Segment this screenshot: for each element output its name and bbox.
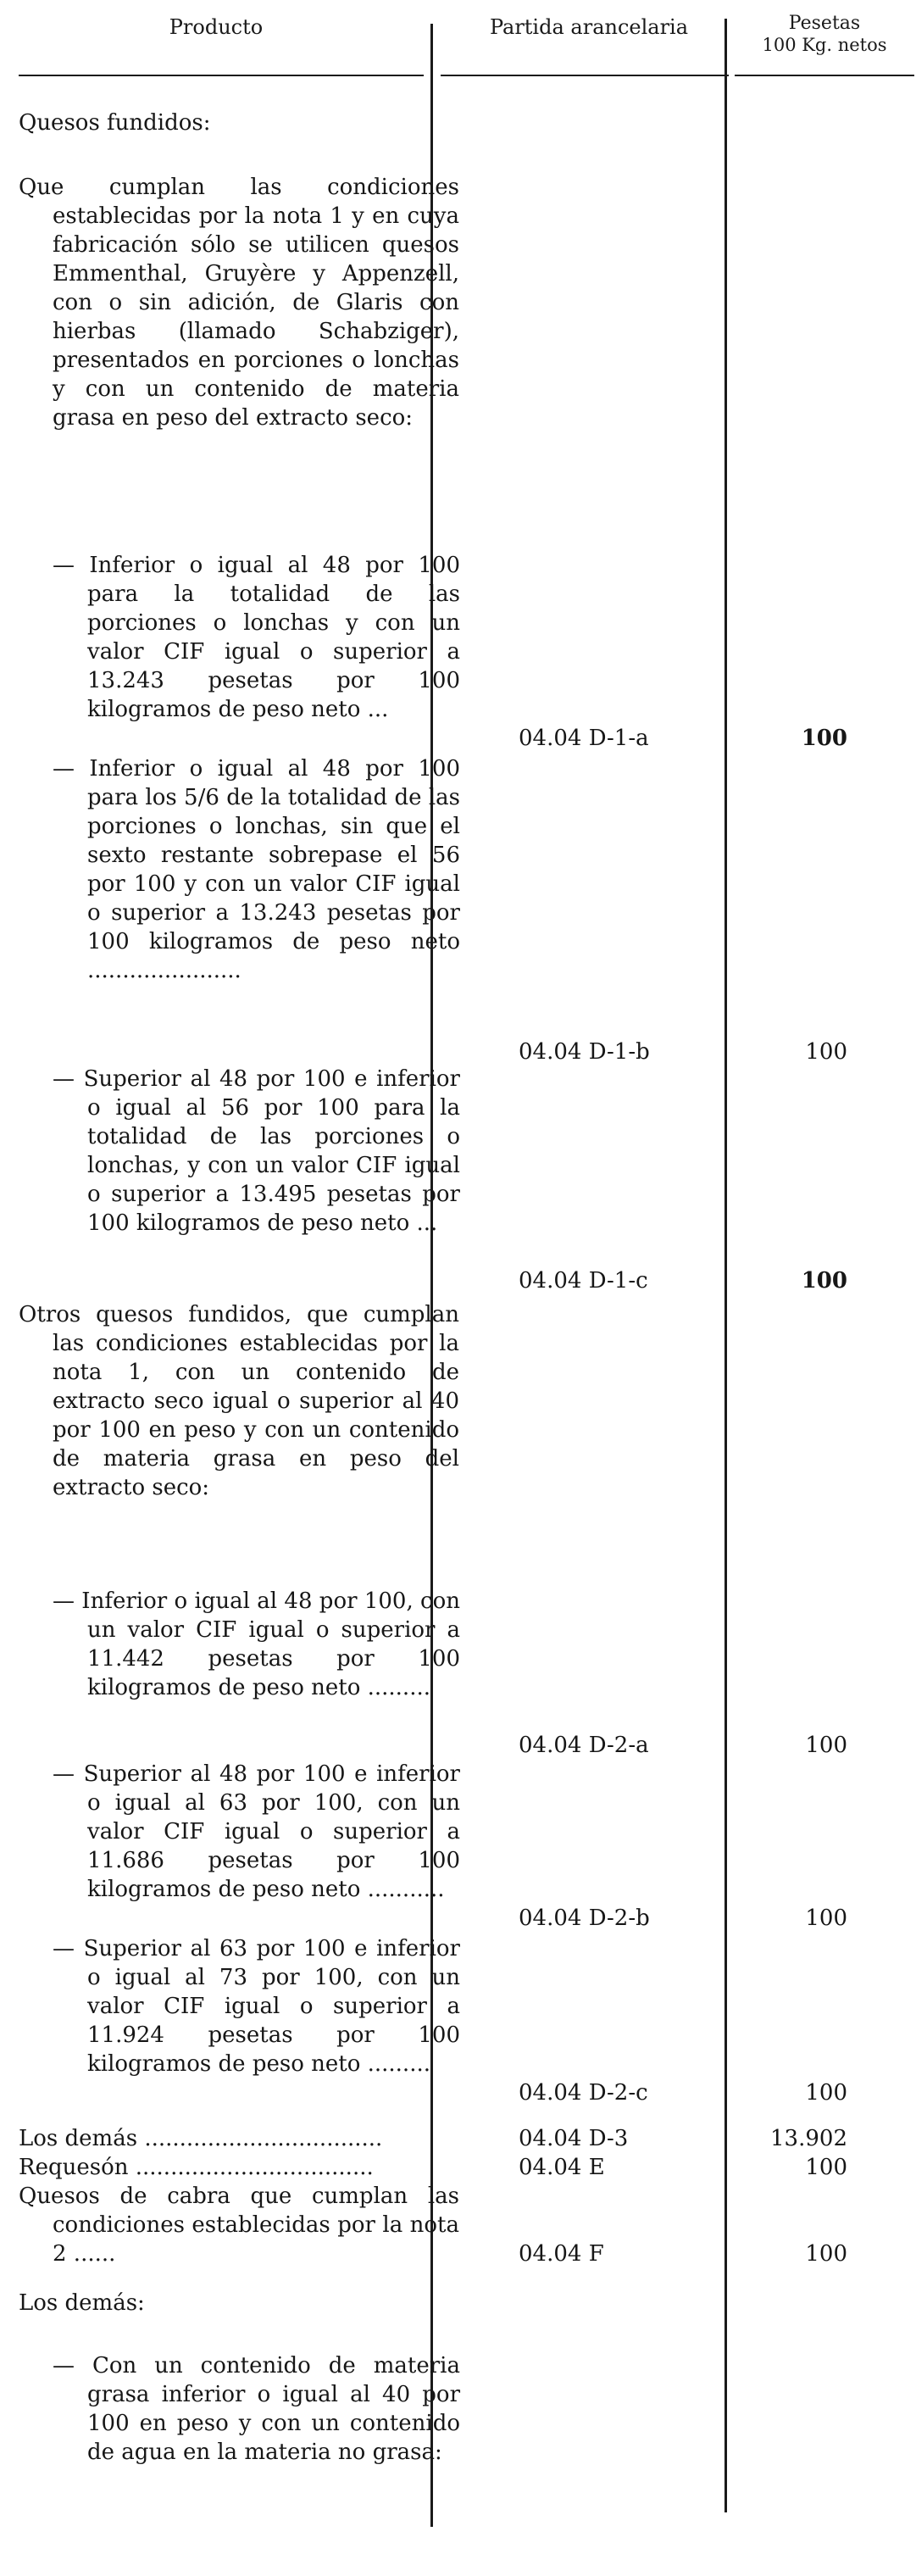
header-partida: Partida arancelaria <box>489 15 689 39</box>
partida-value: 04.04 F <box>519 2241 604 2267</box>
product-text: Que cumplan las condiciones establecidas por la nota 1 y en cuya fabricación sólo se utilicen quesos Emmenthal, Gruyère y Appenzell, con o sin adición, de Glaris con hierbas (llamado Schabziger), presentados en porciones o lonchas y con un contenido de materia grasa en peso del extracto seco: <box>19 175 459 431</box>
header-product: Producto <box>169 15 264 39</box>
header-rule-partida <box>441 75 729 76</box>
product-text: Los demás .................................. <box>19 2126 383 2151</box>
product-text: — Con un contenido de materia grasa inferior o igual al 40 por 100 en peso y con un contenido de agua en la materia no grasa: <box>53 2353 460 2465</box>
pesetas-value: 100 <box>805 2080 847 2106</box>
product-text: Quesos de cabra que cumplan las condiciones establecidas por la nota 2 ...... <box>19 2184 459 2267</box>
header-pesetas-line1: Pesetas <box>788 13 861 34</box>
partida-value: 04.04 D-1-a <box>519 726 649 751</box>
product-text: — Inferior o igual al 48 por 100 para la totalidad de las porciones o lonchas y con un valor CIF igual o superior a 13.243 pesetas por 100 kilogramos de peso neto ... <box>53 553 460 722</box>
partida-value: 04.04 E <box>519 2155 605 2180</box>
pesetas-value: 13.902 <box>770 2126 847 2151</box>
pesetas-value: 100 <box>805 2155 847 2180</box>
pesetas-value: 100 <box>805 1906 847 1931</box>
pesetas-value: 100 <box>805 2241 847 2267</box>
product-text: — Inferior o igual al 48 por 100, con un valor CIF igual o superior a 11.442 pesetas por 100 kilogramos de peso neto ......... <box>53 1588 460 1700</box>
product-text: — Superior al 48 por 100 e inferior o igual al 56 por 100 para la totalidad de las porciones o lonchas, y con un valor CIF igual o superior a 13.495 pesetas por 100 kilogramos de peso neto ... <box>53 1066 460 1236</box>
partida-value: 04.04 D-1-c <box>519 1268 648 1294</box>
pesetas-value: 100 <box>801 1268 847 1294</box>
pesetas-value: 100 <box>801 726 847 751</box>
pesetas-value: 100 <box>805 1733 847 1758</box>
partida-value: 04.04 D-2-a <box>519 1733 649 1758</box>
pesetas-value: 100 <box>805 1039 847 1065</box>
header-rule-product <box>19 75 424 76</box>
product-text: Los demás: <box>19 2290 145 2316</box>
partida-value: 04.04 D-2-c <box>519 2080 648 2106</box>
partida-value: 04.04 D-1-b <box>519 1039 650 1065</box>
header-rule-pesetas <box>735 75 914 76</box>
product-text: Requesón .................................. <box>19 2155 374 2180</box>
partida-value: 04.04 D-3 <box>519 2126 629 2151</box>
product-text: — Superior al 48 por 100 e inferior o igual al 63 por 100, con un valor CIF igual o superior a 11.686 pesetas por 100 kilogramos de peso neto ........... <box>53 1761 460 1902</box>
product-text: — Inferior o igual al 48 por 100 para los 5/6 de la totalidad de las porciones o lonchas, sin que el sexto restante sobrepase el 56 por 100 y con un valor CIF igual o superior a 13.243 pesetas por 100 kilogramos de peso neto ...................... <box>53 756 460 983</box>
header-pesetas-line2: 100 Kg. netos <box>762 35 887 55</box>
product-text: Otros quesos fundidos, que cumplan las condiciones establecidas por la nota 1, con un contenido de extracto seco igual o superior al 40 por 100 en peso y con un contenido de materia grasa en peso del extracto seco: <box>19 1302 459 1500</box>
product-text: — Superior al 63 por 100 e inferior o igual al 73 por 100, con un valor CIF igual o superior a 11.924 pesetas por 100 kilogramos de peso neto ......... <box>53 1936 460 2077</box>
partida-value: 04.04 D-2-b <box>519 1906 650 1931</box>
product-text: Quesos fundidos: <box>19 110 211 136</box>
column-divider-2 <box>724 19 727 2512</box>
